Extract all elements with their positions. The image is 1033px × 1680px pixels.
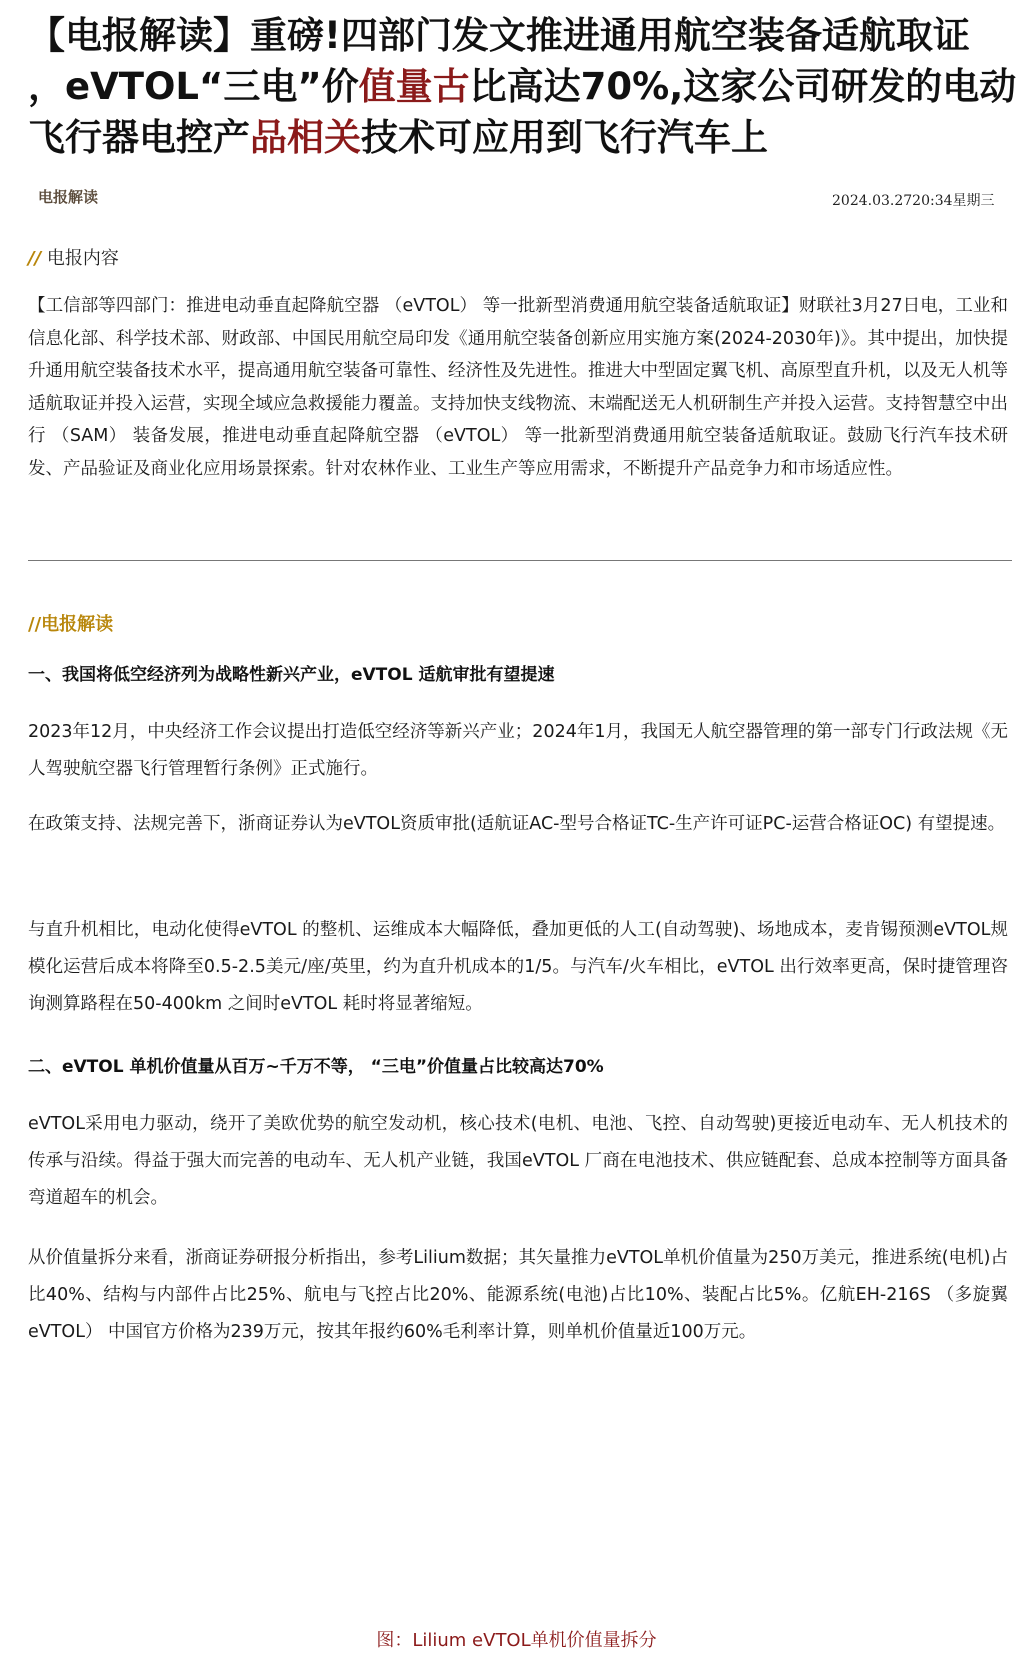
analysis-paragraph-1: 2023年12月，中央经济工作会议提出打造低空经济等新兴产业；2024年1月，我国无人航空器管理的第一部专门行政法规《无人驾驶航空器飞行管理暂行条例》正式施行。	[28, 722, 1008, 779]
article-headline	[28, 10, 1018, 163]
headline-highlight-1: 值量古	[358, 65, 470, 108]
analysis-paragraph-4: eVTOL采用电力驱动，绕开了美欧优势的航空发动机，核心技术(电机、电池、飞控、自动驾驶)更接近电动车、无人机技术的传承与沿续。得益于强大而完善的电动车、无人机产业链，我国eVTOL 厂商在电池技术、供应链配套、总成本控制等方面具备弯道超车的机会。	[28, 1114, 1008, 1208]
section-slash: //	[28, 248, 42, 269]
analysis-paragraph-3: 与直升机相比，电动化使得eVTOL 的整机、运维成本大幅降低，叠加更低的人工(自动驾驶)、场地成本，麦肯锡预测eVTOL规模化运营后成本将降至0.5-2.5美元/座/英里，约为直升机成本的1/5。与汽车/火车相比，eVTOL 出行效率更高，保时捷管理咨询测算路程在50-400km 之间时eVTOL 耗时将显著缩短。	[28, 920, 1008, 1014]
figure-caption: 图：Lilium eVTOL单机价值量拆分	[376, 1630, 657, 1651]
headline-text-1: 【电报解读】重磅!四部门发文推进通用航空装备适航取证 ，eVTOL“三电”价	[28, 14, 970, 108]
headline-highlight-2: 品相关	[250, 116, 361, 159]
analysis-heading-2: 二、eVTOL 单机价值量从百万~千万不等， “三电”价值量占比较高达70%	[28, 1057, 604, 1077]
publish-date: 2024.03.2720:34星期三	[832, 193, 995, 209]
section-content-title	[28, 244, 119, 270]
news-content-paragraph: 【工信部等四部门：推进电动垂直起降航空器 （eVTOL） 等一批新型消费通用航空装备适航取证】财联社3月27日电，工业和信息化部、科学技术部、财政部、中国民用航空局印发《通用航空装备创新应用实施方案(2024-2030年)》。其中提出，加快提升通用航空装备技术水平，提高通用航空装备可靠性、经济性及先进性。推进大中型固定翼飞机、高原型直升机，以及无人机等适航取证并投入运营，实现全域应急救援能力覆盖。支持加快支线物流、末端配送无人机研制生产并投入运营。支持智慧空中出行 （SAM） 装备发展，推进电动垂直起降航空器 （eVTOL） 等一批新型消费通用航空装备适航取证。鼓励飞行汽车技术研发、产品验证及商业化应用场景探索。针对农林作业、工业生产等应用需求，不断提升产品竞争力和市场适应性。	[28, 296, 1008, 479]
section-analysis-title: //电报解读	[28, 614, 114, 635]
source-label: 电报解读	[38, 188, 99, 206]
section-divider	[28, 560, 1012, 561]
analysis-paragraph-2: 在政策支持、法规完善下，浙商证券认为eVTOL资质审批(适航证AC-型号合格证TC-生产许可证PC-运营合格证OC) 有望提速。	[28, 814, 1006, 834]
section-content-label: 电报内容	[46, 248, 119, 269]
headline-text-2: 比高达70%,这家公司研发的电动飞行器电控产	[28, 65, 1017, 159]
headline-text-3: 技术可应用到飞行汽车上	[361, 116, 768, 159]
analysis-heading-1: 一、我国将低空经济列为战略性新兴产业，eVTOL 适航审批有望提速	[28, 665, 555, 685]
analysis-paragraph-5: 从价值量拆分来看，浙商证券研报分析指出，参考Lilium数据；其矢量推力eVTOL单机价值量为250万美元，推进系统(电机)占比40%、结构与内部件占比25%、航电与飞控占比20%、能源系统(电池)占比10%、装配占比5%。亿航EH-216S （多旋翼eVTOL） 中国官方价格为239万元，按其年报约60%毛利率计算，则单机价值量近100万元。	[28, 1248, 1008, 1342]
